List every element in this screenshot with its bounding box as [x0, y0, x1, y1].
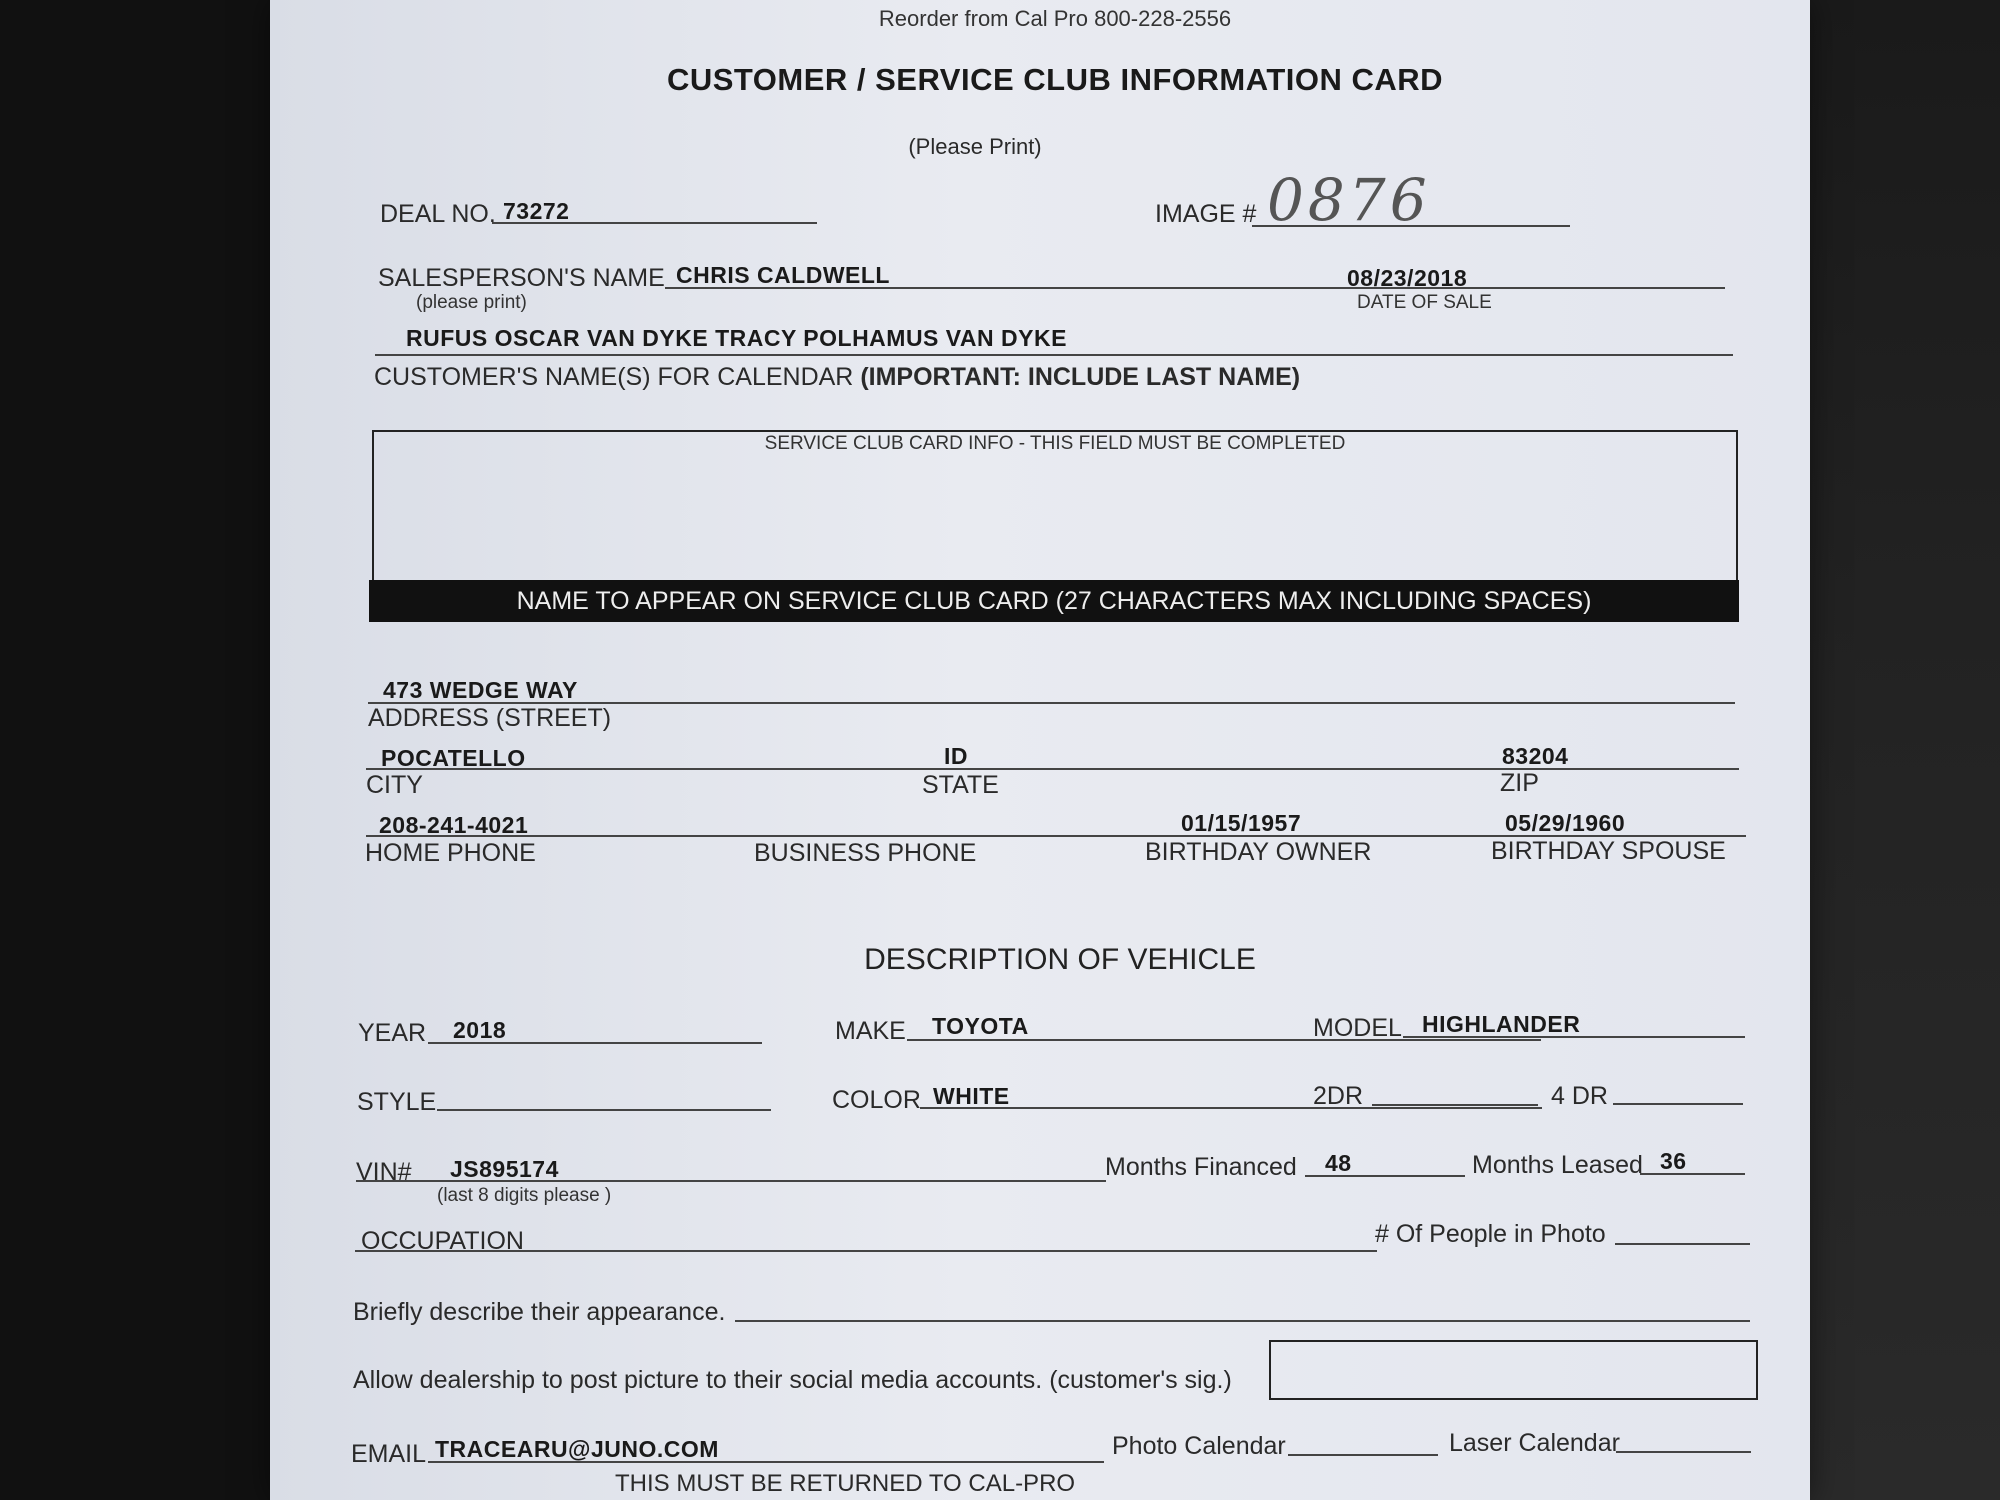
date-of-sale-value[interactable]: 08/23/2018 [1347, 265, 1468, 291]
address-label: ADDRESS (STREET) [368, 704, 612, 732]
model-value[interactable]: HIGHLANDER [1422, 1011, 1581, 1037]
color-line [920, 1107, 1542, 1109]
salesperson-line [665, 287, 1725, 289]
salesperson-sublabel: (please print) [416, 292, 527, 313]
customer-names-label [374, 363, 1300, 392]
months-leased-value[interactable]: 36 [1660, 1148, 1687, 1174]
salesperson-value[interactable]: CHRIS CALDWELL [676, 262, 890, 288]
style-label: STYLE [357, 1088, 437, 1116]
two-door-line[interactable] [1372, 1104, 1538, 1106]
social-media-consent-label: Allow dealership to post picture to their social media accounts. (customer's sig.) [353, 1366, 1232, 1394]
birthday-owner-label: BIRTHDAY OWNER [1145, 838, 1372, 866]
photo-calendar-line[interactable] [1288, 1454, 1438, 1456]
city-label: CITY [366, 771, 423, 799]
make-line [907, 1039, 1541, 1041]
customer-names-line [375, 354, 1733, 356]
make-label: MAKE [835, 1017, 906, 1045]
model-line [1403, 1036, 1745, 1038]
months-financed-line [1305, 1175, 1465, 1177]
vin-sublabel: (last 8 digits please ) [437, 1185, 612, 1206]
deal-no-label: DEAL NO. [380, 200, 496, 228]
deal-no-value[interactable]: 73272 [503, 198, 570, 224]
please-print-note: (Please Print) [908, 134, 1042, 159]
months-financed-label: Months Financed [1105, 1153, 1297, 1181]
home-phone-value[interactable]: 208-241-4021 [379, 812, 529, 838]
customer-names-value[interactable]: RUFUS OSCAR VAN DYKE TRACY POLHAMUS VAN DYKE [406, 325, 1067, 351]
four-door-label: 4 DR [1551, 1082, 1608, 1110]
vehicle-heading: DESCRIPTION OF VEHICLE [864, 943, 1256, 976]
card-title: CUSTOMER / SERVICE CLUB INFORMATION CARD [666, 62, 1444, 97]
months-financed-value[interactable]: 48 [1325, 1150, 1352, 1176]
customer-names-label-important: (IMPORTANT: INCLUDE LAST NAME) [860, 363, 1301, 391]
birthday-spouse-value[interactable]: 05/29/1960 [1505, 810, 1626, 836]
photo-calendar-label: Photo Calendar [1112, 1432, 1286, 1460]
make-value[interactable]: TOYOTA [932, 1013, 1029, 1039]
information-card [270, 0, 1810, 1500]
salesperson-label: SALESPERSON'S NAME [378, 264, 665, 292]
deal-no-line [492, 222, 817, 224]
customer-names-label-main: CUSTOMER'S NAME(S) FOR CALENDAR [374, 363, 854, 391]
footer-return-note: THIS MUST BE RETURNED TO CAL-PRO [615, 1470, 1076, 1497]
laser-calendar-line[interactable] [1616, 1451, 1751, 1453]
address-value[interactable]: 473 WEDGE WAY [383, 677, 578, 703]
appearance-label: Briefly describe their appearance. [353, 1298, 726, 1326]
image-number-line [1252, 225, 1570, 227]
model-label: MODEL [1313, 1014, 1402, 1042]
date-of-sale-label: DATE OF SALE [1357, 292, 1492, 313]
people-in-photo-line[interactable] [1615, 1243, 1750, 1245]
image-number-handwritten[interactable]: 0876 [1267, 166, 1431, 234]
occupation-label: OCCUPATION [361, 1227, 524, 1255]
year-line [428, 1042, 762, 1044]
email-line [428, 1461, 1104, 1463]
zip-label: ZIP [1500, 769, 1539, 797]
customer-signature-box[interactable] [1269, 1340, 1758, 1400]
months-leased-label: Months Leased [1472, 1151, 1643, 1179]
email-value[interactable]: TRACEARU@JUNO.COM [435, 1436, 719, 1462]
service-club-name-bar: NAME TO APPEAR ON SERVICE CLUB CARD (27 CHARACTERS MAX INCLUDING SPACES) [369, 580, 1739, 622]
image-number-label: IMAGE # [1155, 200, 1257, 228]
year-value[interactable]: 2018 [453, 1017, 507, 1043]
appearance-line[interactable] [735, 1320, 1750, 1322]
style-line[interactable] [437, 1109, 771, 1111]
people-in-photo-label: # Of People in Photo [1375, 1220, 1606, 1248]
four-door-line[interactable] [1613, 1103, 1743, 1105]
state-label: STATE [922, 771, 999, 799]
color-label: COLOR [832, 1086, 921, 1114]
home-phone-label: HOME PHONE [365, 839, 536, 867]
vin-value[interactable]: JS895174 [450, 1156, 559, 1182]
city-value[interactable]: POCATELLO [381, 745, 526, 771]
state-value[interactable]: ID [944, 743, 968, 769]
vin-label: VIN# [356, 1158, 412, 1186]
laser-calendar-label: Laser Calendar [1449, 1429, 1620, 1457]
email-label: EMAIL [351, 1440, 427, 1468]
year-label: YEAR [358, 1019, 427, 1047]
service-club-card-title: SERVICE CLUB CARD INFO - THIS FIELD MUST BE COMPLETED [764, 433, 1346, 454]
color-value[interactable]: WHITE [933, 1083, 1010, 1109]
zip-value[interactable]: 83204 [1502, 743, 1569, 769]
reorder-text: Reorder from Cal Pro 800-228-2556 [878, 6, 1232, 31]
months-leased-line [1640, 1173, 1745, 1175]
two-door-label: 2DR [1313, 1082, 1364, 1110]
vin-line [356, 1180, 1106, 1182]
birthday-owner-value[interactable]: 01/15/1957 [1181, 810, 1302, 836]
occupation-line[interactable] [355, 1250, 1377, 1252]
birthday-spouse-label: BIRTHDAY SPOUSE [1491, 837, 1726, 865]
business-phone-label: BUSINESS PHONE [754, 839, 977, 867]
